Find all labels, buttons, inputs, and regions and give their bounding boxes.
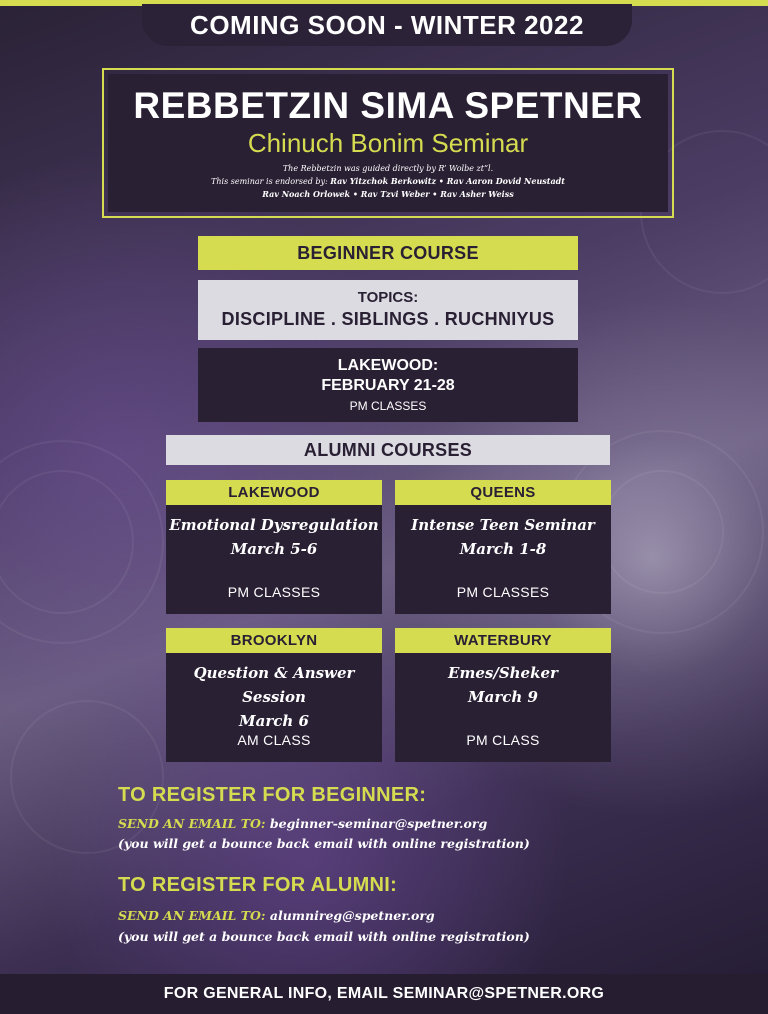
title-inner bbox=[108, 74, 668, 212]
beginner-email-link[interactable]: beginner-seminar@spetner.org bbox=[269, 816, 488, 831]
course-title bbox=[166, 513, 382, 561]
register-alumni-email-line bbox=[118, 906, 435, 926]
guided-note: The Rebbetzin was guided directly by R’ Wolbe zt”l. bbox=[282, 164, 494, 173]
beginner-location: LAKEWOOD: bbox=[337, 357, 439, 374]
course-name: Emes/Sheker bbox=[448, 664, 558, 682]
course-title bbox=[395, 513, 611, 561]
course-date: March 9 bbox=[468, 688, 538, 706]
course-date: March 5-6 bbox=[230, 540, 318, 558]
course-date: March 6 bbox=[239, 712, 309, 730]
course-location: BROOKLYN bbox=[166, 628, 382, 653]
course-location: LAKEWOOD bbox=[166, 480, 382, 505]
topics-label: TOPICS: bbox=[357, 289, 419, 306]
alumni-course-card bbox=[166, 480, 382, 614]
topics-box bbox=[198, 280, 578, 340]
coming-soon-banner: COMING SOON - WINTER 2022 bbox=[142, 4, 632, 46]
send-email-label: SEND AN EMAIL TO: bbox=[118, 908, 266, 923]
alumni-course-card bbox=[395, 480, 611, 614]
course-name: Emotional Dysregulation bbox=[169, 516, 379, 534]
alumni-email-link[interactable]: alumnireg@spetner.org bbox=[269, 908, 435, 923]
topics-list: DISCIPLINE . SIBLINGS . RUCHNIYUS bbox=[221, 309, 555, 329]
course-time: PM CLASS bbox=[466, 732, 540, 748]
beginner-location-box bbox=[198, 348, 578, 422]
register-beginner-heading: TO REGISTER FOR BEGINNER: bbox=[118, 784, 427, 806]
endorsers-1: Rav Yitzchok Berkowitz • Rav Aaron Dovid Neustadt bbox=[330, 176, 565, 186]
course-date: March 1-8 bbox=[459, 540, 547, 558]
course-location: WATERBURY bbox=[395, 628, 611, 653]
seminar-host-name: REBBETZIN SIMA SPETNER bbox=[133, 85, 643, 126]
seminar-subtitle: Chinuch Bonim Seminar bbox=[247, 128, 529, 158]
beginner-course-heading: BEGINNER COURSE bbox=[198, 236, 578, 270]
course-title bbox=[166, 661, 382, 733]
register-alumni-heading: TO REGISTER FOR ALUMNI: bbox=[118, 874, 398, 896]
register-alumni-note: (you will get a bounce back email with online registration) bbox=[118, 929, 530, 944]
footer-general-info[interactable]: FOR GENERAL INFO, EMAIL SEMINAR@SPETNER.ORG bbox=[0, 974, 768, 1014]
register-beginner-note: (you will get a bounce back email with online registration) bbox=[118, 836, 530, 851]
course-name: Intense Teen Seminar bbox=[411, 516, 595, 534]
send-email-label: SEND AN EMAIL TO: bbox=[118, 816, 266, 831]
course-location: QUEENS bbox=[395, 480, 611, 505]
title-box bbox=[102, 68, 674, 218]
alumni-courses-heading: ALUMNI COURSES bbox=[166, 435, 610, 465]
background-ring bbox=[600, 470, 724, 594]
alumni-course-card bbox=[166, 628, 382, 762]
alumni-course-card bbox=[395, 628, 611, 762]
endorsement-prefix: This seminar is endorsed by: bbox=[211, 177, 328, 186]
endorsers-2: Rav Noach Orlowek • Rav Tzvi Weber • Rav Asher Weiss bbox=[262, 189, 514, 199]
course-time: AM CLASS bbox=[237, 732, 311, 748]
register-beginner-email-line bbox=[118, 814, 487, 834]
course-time: PM CLASSES bbox=[227, 584, 321, 600]
beginner-time: PM CLASSES bbox=[349, 399, 427, 413]
beginner-dates: FEBRUARY 21-28 bbox=[321, 377, 455, 394]
course-title bbox=[395, 661, 611, 709]
endorsement-line-1 bbox=[108, 175, 668, 188]
endorsement-line-2 bbox=[108, 188, 668, 201]
course-name: Question & Answer Session bbox=[193, 664, 355, 706]
course-time: PM CLASSES bbox=[456, 584, 550, 600]
